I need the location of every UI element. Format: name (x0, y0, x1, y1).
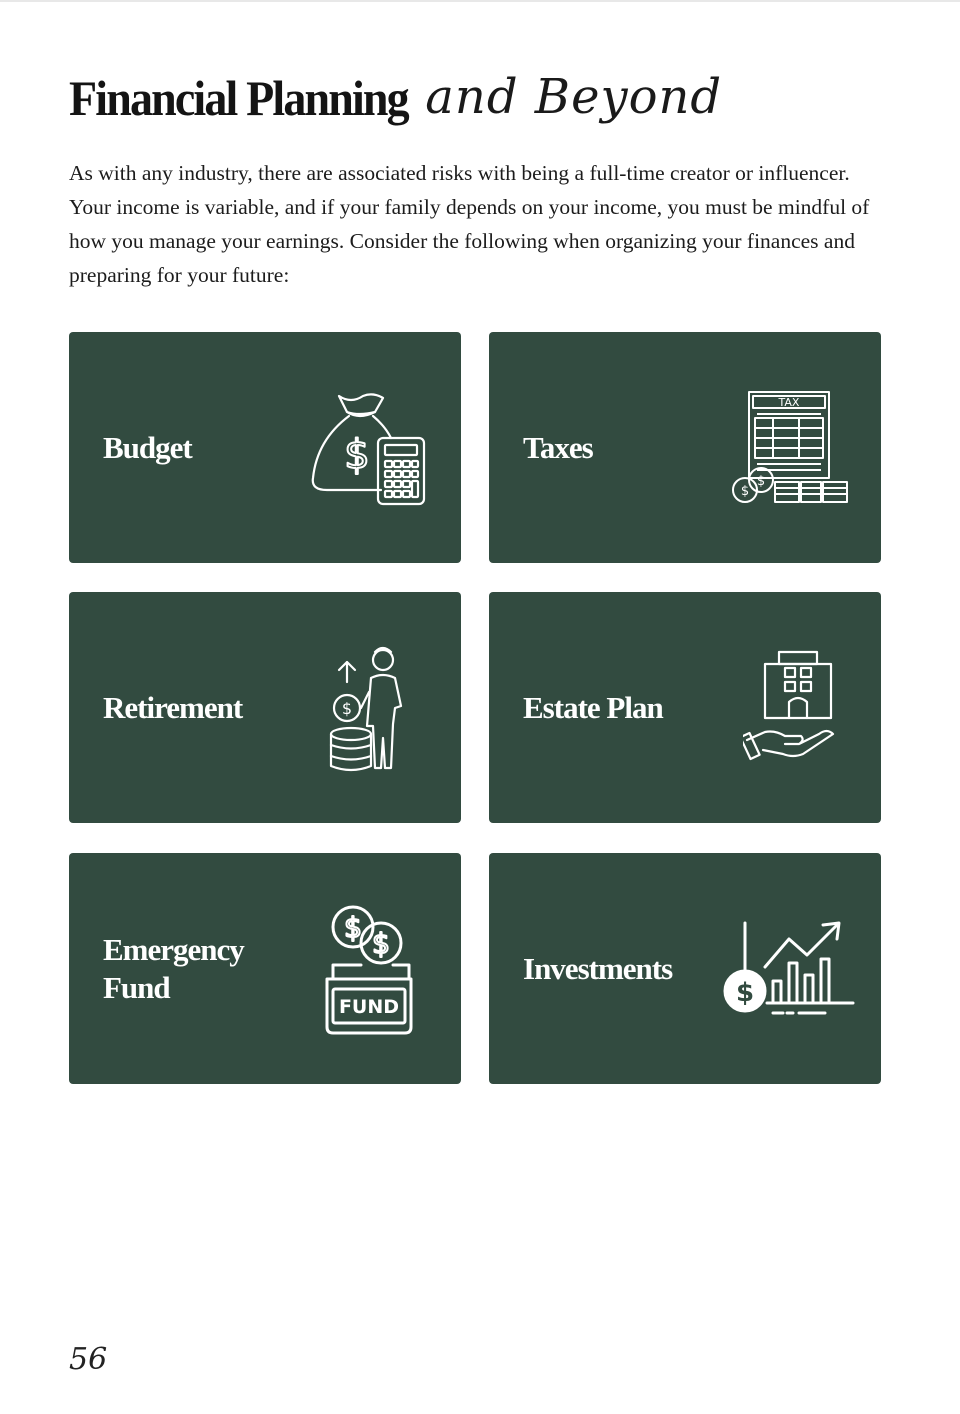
svg-text:FUND: FUND (338, 996, 400, 1018)
card-label: Retirement (103, 689, 243, 725)
card-taxes (489, 332, 881, 563)
card-label: Budget (103, 429, 192, 465)
svg-text:$: $ (756, 474, 766, 489)
page-title (69, 55, 722, 145)
retiree-savings-icon (327, 642, 417, 774)
building-in-hand-icon (743, 648, 838, 766)
intro-paragraph: As with any industry, there are associated risks with being a full-time creator or influencer. Your income is variable, and if your family depends on your income, you must be mindful of how you manage your earnings. Consider the following when organizing your finances and preparing for your future: (69, 161, 870, 287)
card-label: Estate Plan (523, 689, 663, 725)
growth-chart-icon (723, 919, 859, 1019)
card-investments (489, 853, 881, 1084)
fund-jar-icon (323, 903, 418, 1038)
svg-text:TAX: TAX (778, 396, 800, 409)
card-estate-plan (489, 592, 881, 823)
svg-text:$: $ (344, 911, 362, 944)
card-retirement (69, 592, 461, 823)
svg-text:$: $ (344, 432, 370, 478)
title-script: and Beyond (425, 69, 723, 125)
card-emergency-fund (69, 853, 461, 1084)
card-label: Investments (523, 950, 673, 986)
svg-text:$: $ (341, 699, 353, 718)
svg-text:$: $ (740, 484, 750, 499)
card-budget (69, 332, 461, 563)
card-label: Emergency Fund (103, 931, 244, 1005)
page-number: 56 (69, 1342, 108, 1377)
svg-text:$: $ (735, 978, 755, 1008)
money-bag-calculator-icon (307, 390, 432, 510)
title-main: Financial Planning (69, 70, 408, 126)
top-rule (0, 0, 960, 2)
tax-form-icon (729, 388, 854, 510)
svg-text:$: $ (372, 927, 390, 960)
card-label: Taxes (523, 429, 593, 465)
